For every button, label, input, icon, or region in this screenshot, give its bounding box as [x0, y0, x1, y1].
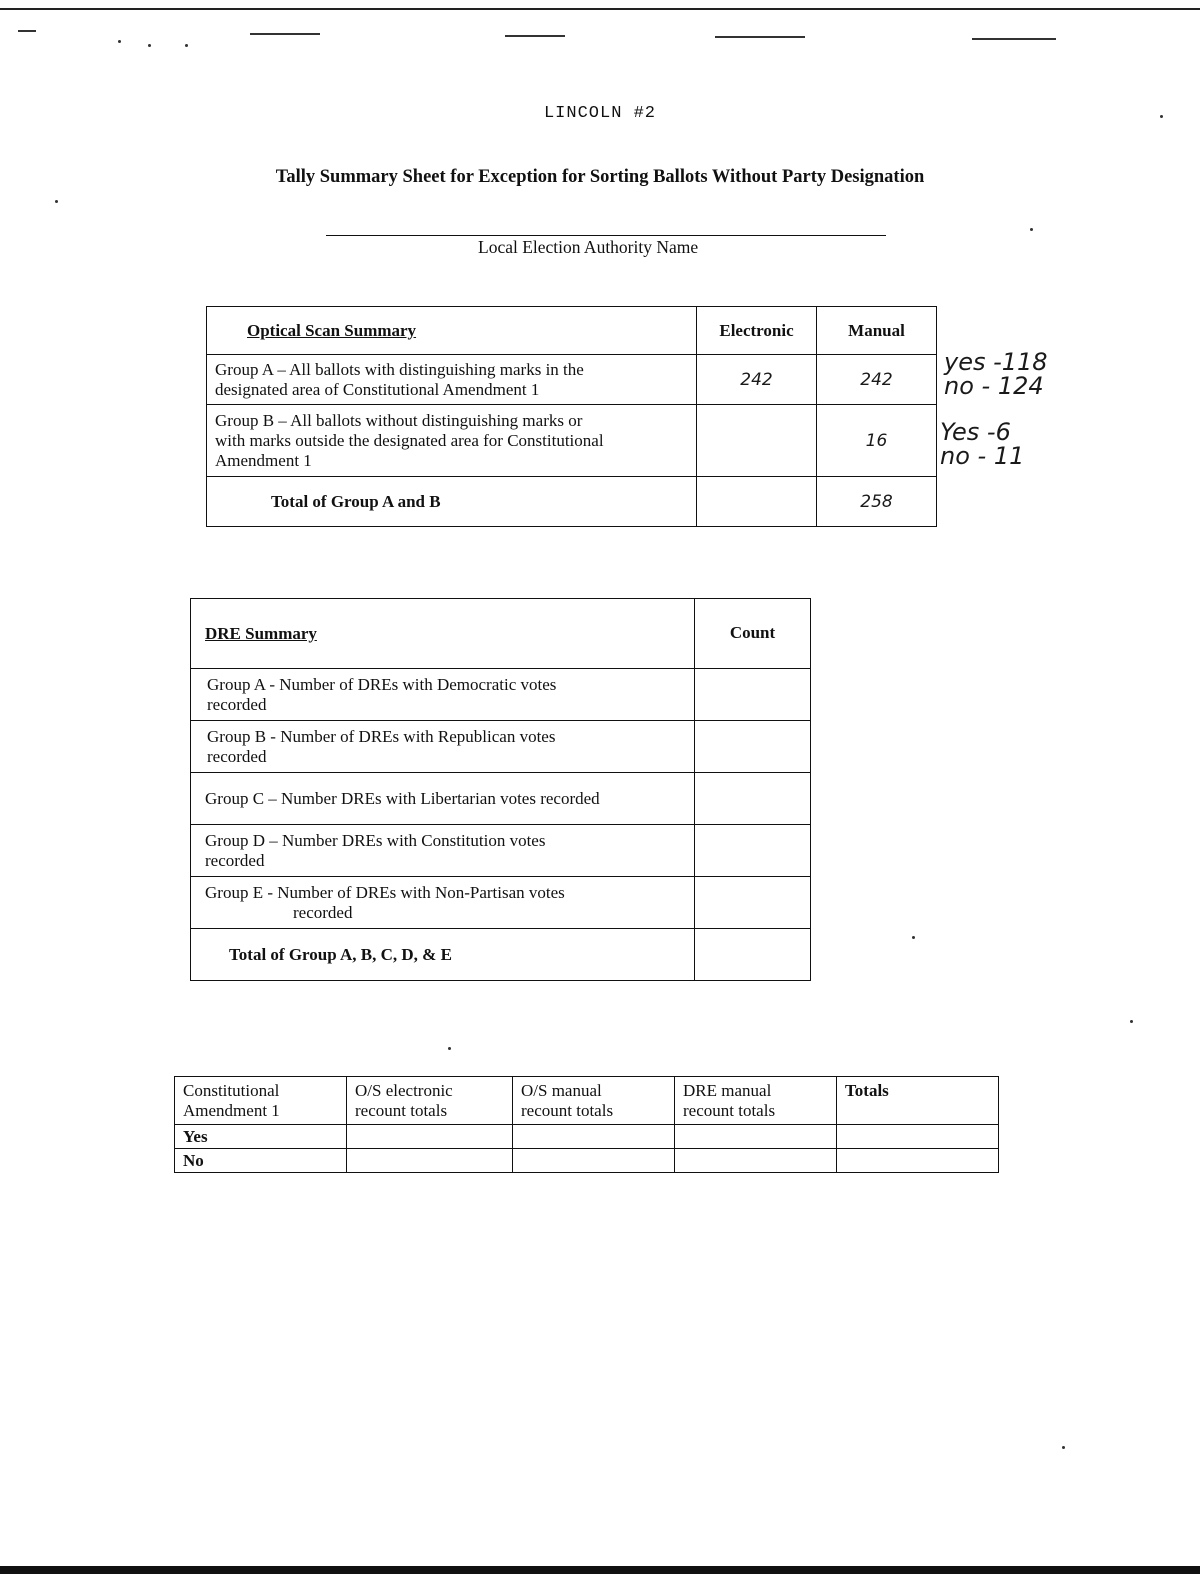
scan-speck	[118, 40, 121, 43]
group-b-manual: 16	[817, 405, 937, 477]
group-a-label: Group A – All ballots with distinguishing marks in the designated area of Constitutional Amendment 1	[207, 355, 697, 405]
dre-group-e-count	[695, 877, 811, 929]
dre-group-a-count	[695, 669, 811, 721]
dre-group-c-label: Group C – Number DREs with Libertarian votes recorded	[191, 773, 695, 825]
scan-mark	[18, 30, 36, 32]
authority-name-label: Local Election Authority Name	[478, 237, 699, 257]
table-row	[207, 405, 937, 477]
header-totals: Totals	[837, 1077, 999, 1125]
scan-bottom-edge	[0, 1566, 1200, 1574]
scan-speck	[148, 44, 151, 47]
header-constitutional-amendment: Constitutional Amendment 1	[175, 1077, 347, 1125]
scan-speck	[1030, 228, 1033, 231]
group-a-note	[944, 350, 1048, 398]
dre-group-e-label: Group E - Number of DREs with Non-Partisan votes recorded	[191, 877, 695, 929]
dre-total-label: Total of Group A, B, C, D, & E	[191, 929, 695, 981]
authority-name-line	[326, 235, 886, 236]
scan-speck	[448, 1047, 451, 1050]
scan-mark	[972, 38, 1056, 40]
header-os-electronic: O/S electronic recount totals	[347, 1077, 513, 1125]
col-count-header: Count	[695, 599, 811, 669]
col-manual-header: Manual	[817, 307, 937, 355]
scan-border-line	[0, 8, 1200, 10]
amendment-recount-table	[174, 1076, 999, 1173]
scan-speck	[1130, 1020, 1133, 1023]
total-a-b-label: Total of Group A and B	[207, 477, 697, 527]
table-row	[175, 1125, 999, 1149]
scan-speck	[1062, 1446, 1065, 1449]
header-os-manual: O/S manual recount totals	[513, 1077, 675, 1125]
table-row	[191, 669, 811, 721]
dre-group-b-label: Group B - Number of DREs with Republican votes recorded	[191, 721, 695, 773]
cell-empty	[347, 1125, 513, 1149]
row-yes-label: Yes	[175, 1125, 347, 1149]
table-row	[175, 1149, 999, 1173]
scan-speck	[912, 936, 915, 939]
document-code: LINCOLN #2	[543, 104, 657, 123]
optical-scan-title: Optical Scan Summary	[207, 307, 697, 355]
document-title: Tally Summary Sheet for Exception for Sorting Ballots Without Party Designation	[275, 167, 925, 187]
group-a-note-no: no - 124	[944, 372, 1044, 400]
table-row	[191, 929, 811, 981]
table-row	[191, 721, 811, 773]
header-dre-manual: DRE manual recount totals	[675, 1077, 837, 1125]
cell-empty	[675, 1125, 837, 1149]
dre-group-b-count	[695, 721, 811, 773]
scan-mark	[715, 36, 805, 38]
group-b-note-no: no - 11	[940, 442, 1025, 470]
dre-summary-table	[190, 598, 811, 981]
cell-empty	[513, 1149, 675, 1173]
cell-empty	[513, 1125, 675, 1149]
dre-total-count	[695, 929, 811, 981]
dre-group-d-label: Group D – Number DREs with Constitution votes recorded	[191, 825, 695, 877]
group-a-electronic: 242	[697, 355, 817, 405]
dre-group-a-label: Group A - Number of DREs with Democratic votes recorded	[191, 669, 695, 721]
cell-empty	[347, 1149, 513, 1173]
group-b-note	[940, 420, 1024, 468]
total-electronic	[697, 477, 817, 527]
col-electronic-header: Electronic	[697, 307, 817, 355]
group-b-electronic	[697, 405, 817, 477]
group-a-manual: 242	[817, 355, 937, 405]
table-row	[191, 877, 811, 929]
table-row	[191, 825, 811, 877]
group-b-label: Group B – All ballots without distinguishing marks or with marks outside the designated area for Constitutional Amendment 1	[207, 405, 697, 477]
cell-empty	[837, 1149, 999, 1173]
table-row	[207, 477, 937, 527]
row-no-label: No	[175, 1149, 347, 1173]
total-manual: 258	[817, 477, 937, 527]
scan-mark	[250, 33, 320, 35]
scan-speck	[55, 200, 58, 203]
cell-empty	[675, 1149, 837, 1173]
table-row	[191, 773, 811, 825]
dre-summary-title: DRE Summary	[191, 599, 695, 669]
scan-mark	[505, 35, 565, 37]
cell-empty	[837, 1125, 999, 1149]
scan-speck	[185, 44, 188, 47]
dre-group-d-count	[695, 825, 811, 877]
optical-scan-table	[206, 306, 937, 527]
group-b-note-yes: Yes -6	[940, 418, 1011, 446]
group-a-note-yes: yes -118	[944, 348, 1048, 376]
dre-group-c-count	[695, 773, 811, 825]
table-row	[207, 355, 937, 405]
